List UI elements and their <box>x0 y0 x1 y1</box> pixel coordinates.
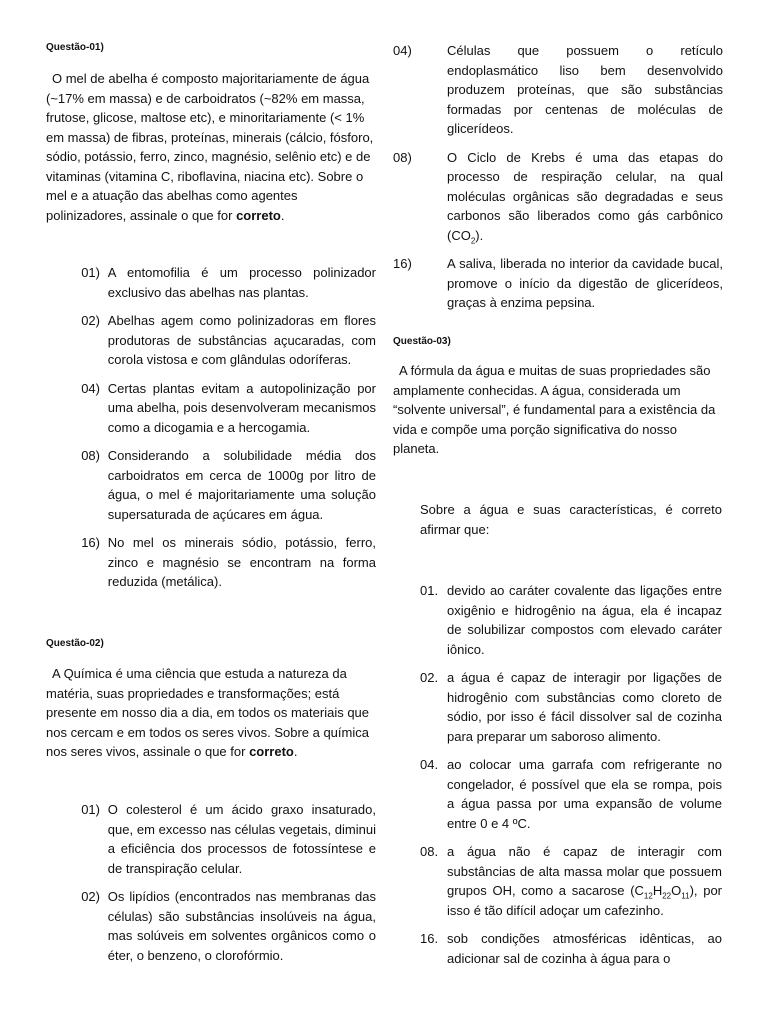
option-04[interactable]: 04) Células que possuem o retículo endoplasmático liso bem desenvolvido produzem proteínas, que são substâncias formadas por centenas de moléculas de glicerídeos. <box>393 43 723 136</box>
option-04[interactable]: 04. ao colocar uma garrafa com refrigerante no congelador, é possível que ela se rompa, pois a água passa por uma expansão de volume entre 0 e 4 ºC. <box>420 757 722 831</box>
question-03-options <box>420 581 722 968</box>
option-04[interactable]: 04) Certas plantas evitam a autopolinização por uma abelha, pois desenvolveram mecanismos como a dicogamia e a hercogamia. <box>81 380 376 435</box>
option-16[interactable]: 16) A saliva, liberada no interior da cavidade bucal, promove o início da digestão de glicerídeos, graças à enzima pepsina. <box>393 256 723 310</box>
option-16[interactable]: 16) No mel os minerais sódio, potássio, ferro, zinco e magnésio se encontram na forma reduzida (metálica). <box>81 535 376 589</box>
question-title: Questão-03) <box>393 336 451 347</box>
option-08[interactable]: 08. a água não é capaz de interagir com substâncias de alta massa molar que possuem grupos OH, como a sacarose $(C_{12}H_{22}O_{11})$, por isso é tão difícil adoçar um cafezinho. <box>420 844 723 918</box>
question-02-options-right <box>393 41 723 313</box>
question-title: Questão-02) <box>46 638 104 649</box>
question-03-stem <box>420 500 722 539</box>
option-01[interactable]: 01. devido ao caráter covalente das ligações entre oxigênio e hidrogênio na água, ela é incapaz de solubilizar compostos com elevado caráter iônico. <box>420 583 722 657</box>
option-16[interactable]: 16. sob condições atmosféricas idênticas, ao adicionar sal de cozinha à água para o <box>420 931 722 966</box>
question-03-intro <box>393 361 723 459</box>
option-02[interactable]: 02. a água é capaz de interagir por ligações de hidrogênio com substâncias como cloreto de sódio, por isso é fácil dissolver sal de cozinha para preparar um saboroso alimento. <box>420 670 722 744</box>
option-01[interactable]: 01) O colesterol é um ácido graxo insaturado, que, em excesso nas células vegetais, diminui a eficiência dos processos de fotossíntese e de transpiração celular. <box>81 802 376 876</box>
question-02 <box>46 638 104 649</box>
option-08[interactable]: 08) O Ciclo de Krebs é uma das etapas do processo de respiração celular, na qual moléculas orgânicas são degradadas e seus carbonos são liberados como gás carbônico $(CO_2)$. <box>393 149 723 246</box>
stem-text: Sobre a água e suas características, é correto afirmar que: <box>420 502 722 537</box>
question-03 <box>393 336 451 347</box>
option-02[interactable]: 02) Abelhas agem como polinizadoras em flores produtoras de substâncias açucaradas, com corola vistosa e com glândulas odoríferas. <box>81 313 376 367</box>
question-01-options <box>46 263 376 592</box>
intro-bold: correto <box>249 744 294 759</box>
intro-bold: correto <box>236 207 281 223</box>
intro-text: A fórmula da água e muitas de suas propriedades são amplamente conhecidas. A água, considerada um “solvente universal”, é fundamental para a existência da vida e compõe uma porção significativa do nosso planeta. <box>393 363 716 456</box>
option-01[interactable]: 01) A entomofilia é um processo polinizador exclusivo das abelhas nas plantas. <box>81 265 376 300</box>
question-01-intro: O mel de abelha é composto majoritariamente de água (~17% em massa) e de carboidratos (~82% em massa, frutose, glicose, maltose etc), e minoritariamente (< 1% em massa) de fibras, proteínas, minerais (cálcio, fósforo, sódio, potássio, ferro, zinco, magnésio, selênio etc) e de vitaminas (vitamina C, riboflavina, niacina etc). Sobre o mel e a atuação das abelhas como agentes polinizadores, assinale o que for correto. <box>46 71 374 223</box>
option-08[interactable]: 08) Considerando a solubilidade média dos carboidratos em cerca de 1000g por litro de água, o mel é majoritariamente uma solução supersaturada de açúcares em água. <box>81 448 376 522</box>
intro-text: O mel de abelha é composto majoritariamente de água (~17% em massa) e de carboidratos (~82% em massa, frutose, glicose, maltose etc), e minoritariamente (< 1% em massa) de fibras, proteínas, minerais (cálcio, fósforo, sódio, potássio, ferro, zinco, magnésio, selênio etc) e de vitaminas (vitamina C, riboflavina, niacina etc). Sobre o mel e a atuação das abelhas como agentes polinizadores, assinale o que for <box>46 71 374 223</box>
option-02[interactable]: 02) Os lipídios (encontrados nas membranas das células) são substâncias insolúveis na água, mas solúveis em solventes orgânicos como o éter, o benzeno, o clorofórmio. <box>81 889 376 963</box>
question-title: Questão-01) <box>46 42 104 53</box>
question-02-intro: A Química é uma ciência que estuda a natureza da matéria, suas propriedades e transformações; está presente em nosso dia a dia, em todos os materiais que nos cercam e em todos os seres vivos. Sobre a química nos seres vivos, assinale o que for correto. <box>46 666 370 759</box>
question-02-options-left <box>46 800 376 965</box>
question-01 <box>46 42 104 53</box>
intro-text: A Química é uma ciência que estuda a natureza da matéria, suas propriedades e transformações; está presente em nosso dia a dia, em todos os materiais que nos cercam e em todos os seres vivos. Sobre a química nos seres vivos, assinale o que for <box>46 666 370 759</box>
